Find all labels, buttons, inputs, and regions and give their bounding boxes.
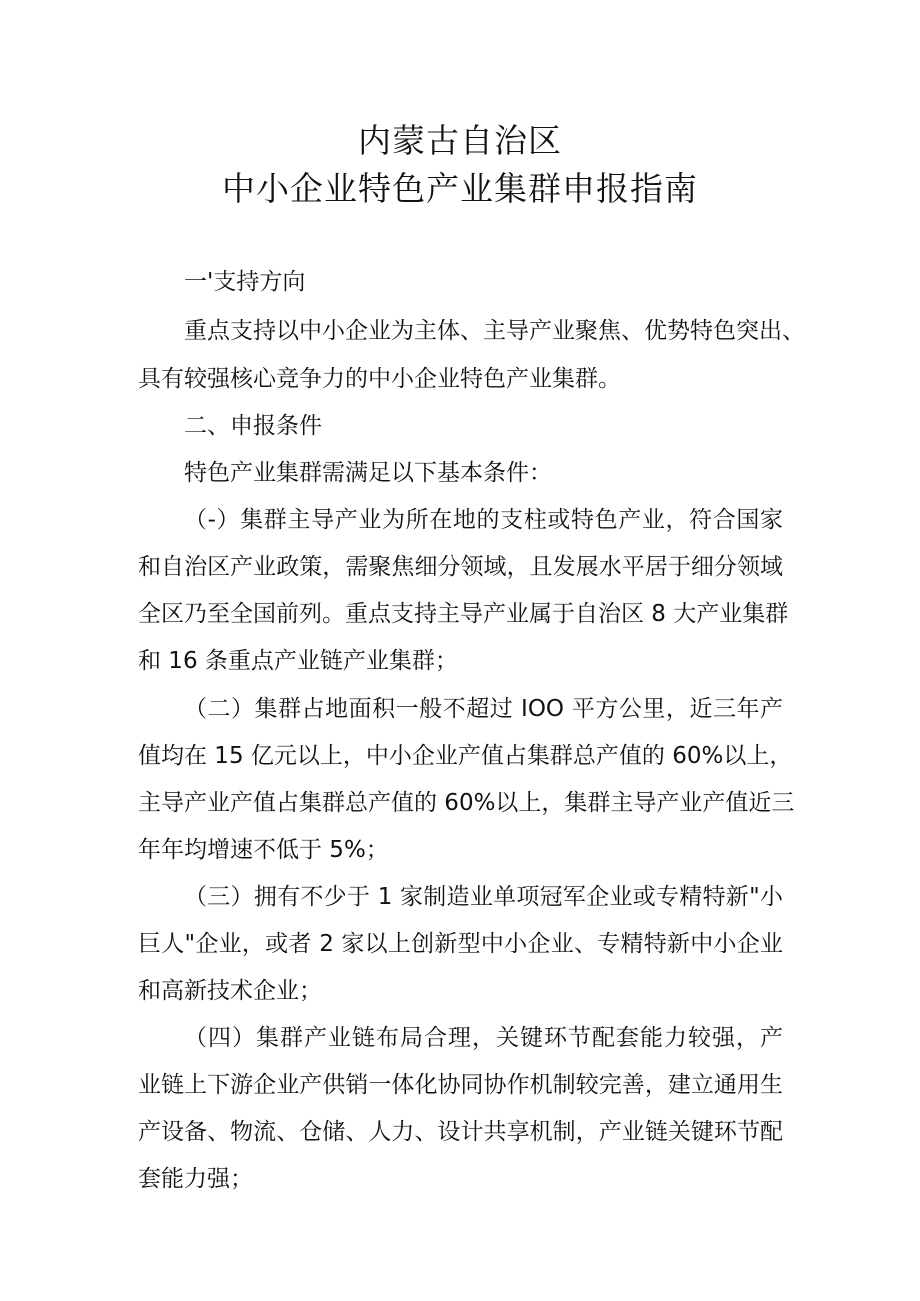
section-heading-support-direction: 一'支持方向 (184, 269, 306, 295)
condition-3-line: 和高新技术企业； (138, 978, 322, 1004)
condition-2-line: 年年均增速不低于 5%； (138, 837, 389, 863)
condition-4-line: （四）集群产业链布局合理，关键环节配套能力较强，产 (184, 1025, 783, 1051)
condition-1-line: 和自治区产业政策，需聚焦细分领域，且发展水平居于细分领域 (138, 554, 783, 580)
condition-4-line: 业链上下游企业产供销一体化协同协作机制较完善，建立通用生 (138, 1072, 783, 1098)
section-heading-application-conditions: 二、申报条件 (184, 413, 322, 439)
condition-4-line: 产设备、物流、仓储、人力、设计共享机制，产业链关键环节配 (138, 1119, 783, 1145)
paragraph-line: 重点支持以中小企业为主体、主导产业聚焦、优势特色突出、 (184, 318, 805, 344)
document-title-line-1: 内蒙古自治区 (358, 121, 562, 160)
paragraph-line: 具有较强核心竞争力的中小企业特色产业集群。 (138, 366, 621, 392)
document-title-line-2: 中小企业特色产业集群申报指南 (222, 169, 698, 208)
condition-1-line: 和 16 条重点产业链产业集群； (138, 648, 458, 674)
condition-1-line: 全区乃至全国前列。重点支持主导产业属于自治区 8 大产业集群 (138, 601, 789, 627)
paragraph-line: 特色产业集群需满足以下基本条件： (184, 460, 552, 486)
condition-2-line: （二）集群占地面积一般不超过 IOO 平方公里，近三年产 (184, 696, 783, 722)
condition-1-line: （-）集群主导产业为所在地的支柱或特色产业，符合国家 (184, 507, 783, 533)
condition-4-line: 套能力强； (138, 1166, 253, 1192)
condition-2-line: 主导产业产值占集群总产值的 60%以上，集群主导产业产值近三 (138, 790, 795, 816)
condition-2-line: 值均在 15 亿元以上，中小企业产值占集群总产值的 60%以上， (138, 743, 793, 769)
condition-3-line: （三）拥有不少于 1 家制造业单项冠军企业或专精特新"小 (184, 884, 783, 910)
condition-3-line: 巨人"企业，或者 2 家以上创新型中小企业、专精特新中小企业 (138, 931, 783, 957)
